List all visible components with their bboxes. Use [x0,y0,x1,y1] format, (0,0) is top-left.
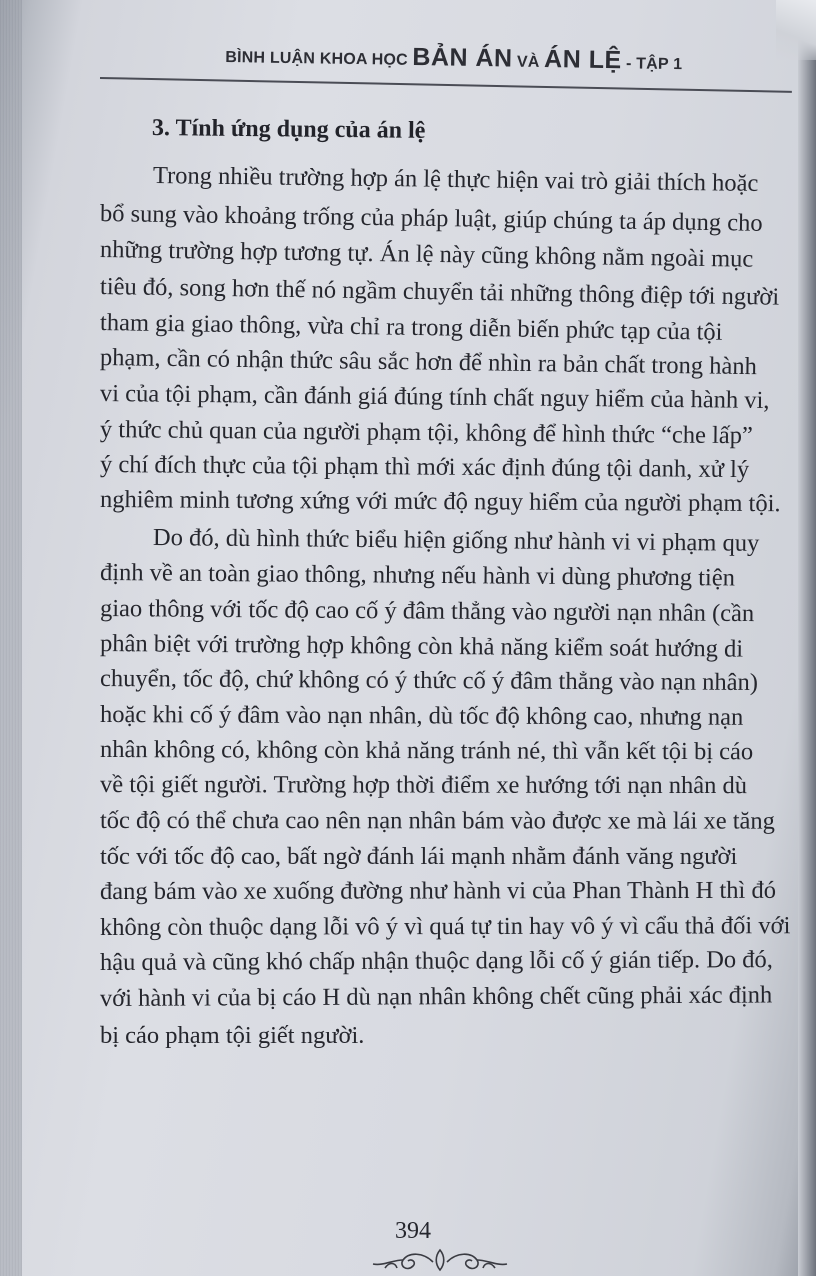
page-edge-right [798,0,816,1276]
paragraph-line: với hành vi của bị cáo H dù nạn nhân không chết cũng phải xác định [99,981,773,1012]
paragraph-line: nghiêm minh tương xứng với mức độ nguy hiểm của người phạm tội. [99,486,781,518]
paragraph-line: tham gia giao thông, vừa chỉ ra trong diễn biến phức tạp của tội [99,309,723,346]
paragraph-line: hậu quả và cũng khó chấp nhận thuộc dạng lỗi cố ý gián tiếp. Do đó, [99,946,773,976]
paragraph-line: định về an toàn giao thông, nhưng nếu hành vi dùng phương tiện [99,559,736,592]
paragraph-line: phân biệt với trường hợp không còn khả năng kiểm soát hướng di [99,630,744,663]
header-series-title: BÌNH LUẬN KHOA HỌC [225,49,409,69]
paragraph-line: vi của tội phạm, cần đánh giá đúng tính chất nguy hiểm của hành vi, [99,380,770,415]
paragraph-line: về tội giết người. Trường hợp thời điểm xe hướng tới nạn nhân dù [99,771,748,800]
paragraph-line: giao thông với tốc độ cao cố ý đâm thẳng vào người nạn nhân (cần [99,595,755,628]
paragraph-line: bị cáo phạm tội giết người. [100,1022,365,1049]
header-title-emphasis: BẢN ÁN [412,42,513,73]
page-curl [776,0,816,60]
decorative-ornament [365,1246,515,1276]
paragraph-line: ý thức chủ quan của người phạm tội, không để hình thức “che lấp” [99,416,753,450]
paragraph-line: ý chí đích thực của tội phạm thì mới xác định đúng tội danh, xử lý [99,451,750,484]
paragraph-line: đang bám vào xe xuống đường như hành vi của Phan Thành H thì đó [99,876,776,905]
paragraph-line: Trong nhiều trường hợp án lệ thực hiện vai trò giải thích hoặc [152,162,759,197]
section-heading: 3. Tính ứng dụng của án lệ [151,115,426,144]
paragraph-line: bổ sung vào khoảng trống của pháp luật, giúp chúng ta áp dụng cho [99,200,763,237]
paragraph-line: chuyển, tốc độ, chứ không có ý thức cố ý đâm thẳng vào nạn nhân) [99,665,759,697]
paragraph-line: hoặc khi cố ý đâm vào nạn nhân, dù tốc độ không cao, nhưng nạn [99,701,744,731]
paragraph-line: phạm, cần có nhận thức sâu sắc hơn để nhìn ra bản chất trong hành [99,344,758,381]
paragraph-line: tốc với tốc độ cao, bất ngờ đánh lái mạnh nhằm đánh văng người [100,843,738,870]
page-number: 394 [395,1218,431,1244]
paragraph-line: tiêu đó, song hơn thế nó ngầm chuyển tải những thông điệp tới người [99,273,780,311]
paragraph-line: Do đó, dù hình thức biểu hiện giống như hành vi vi phạm quy [152,524,760,557]
header-conjunction: VÀ [516,53,540,71]
header-title-emphasis-2: ÁN LỆ [543,45,622,75]
page-edge-left [0,0,22,1276]
paragraph-line: nhân không có, không còn khả năng tránh né, thì vẫn kết tội bị cáo [99,736,754,766]
header-volume: - TẬP 1 [625,55,683,74]
paragraph-line: tốc độ có thể chưa cao nên nạn nhân bám vào được xe mà lái xe tăng [99,807,775,835]
paragraph-line: không còn thuộc dạng lỗi vô ý vì quá tự tin hay vô ý vì cẩu thả đối với [99,912,791,941]
paragraph-line: những trường hợp tương tự. Án lệ này cũng không nằm ngoài mục [99,236,754,273]
